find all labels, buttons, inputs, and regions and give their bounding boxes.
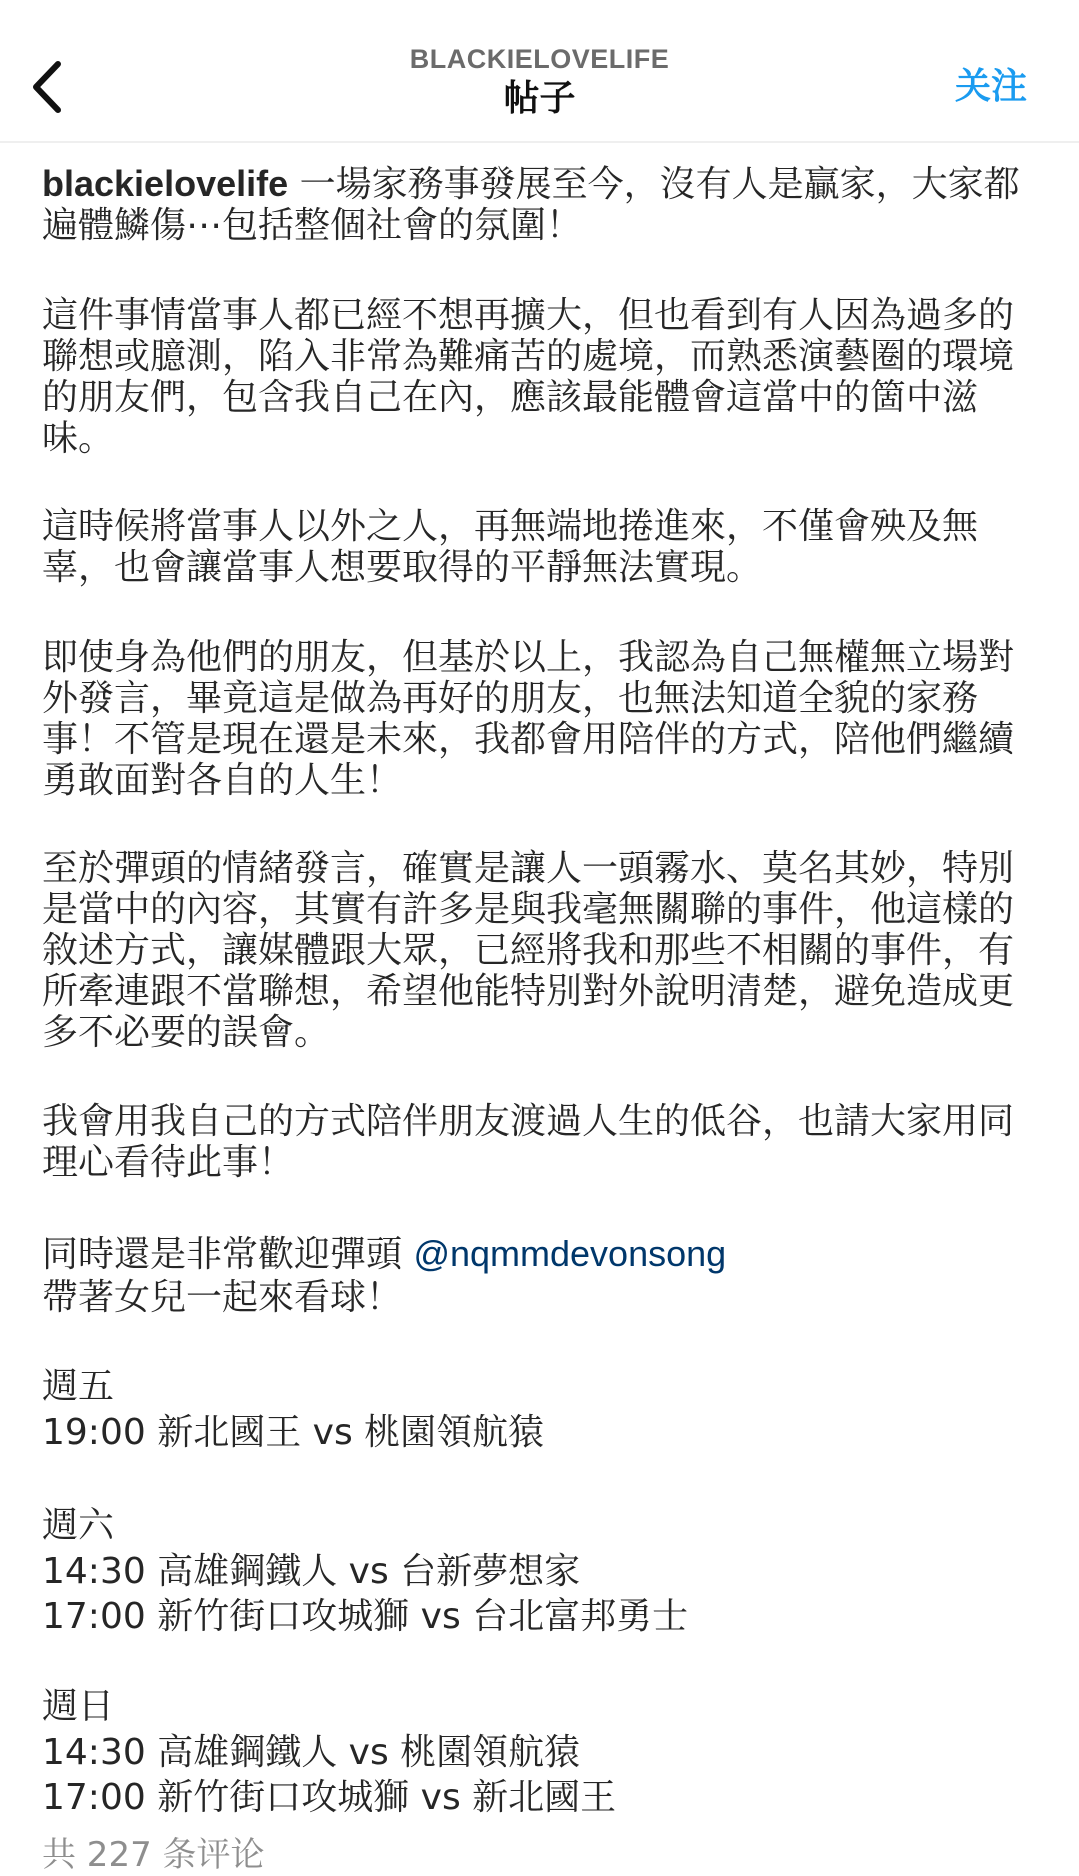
text-line: 勇敢面對各自的人生！: [42, 760, 403, 801]
schedule-saturday: [42, 1503, 1052, 1640]
text-line: 至於彈頭的情緒發言，確實是讓人一頭霧水、莫名其妙，特別: [42, 848, 1015, 889]
text-line: 敘述方式，讓媒體跟大眾，已經將我和那些不相關的事件，有: [42, 930, 1015, 971]
top-nav-bar: [0, 0, 1079, 143]
text-line: 是當中的內容，其實有許多是與我毫無關聯的事件，他這樣的: [42, 889, 1015, 930]
view-comments-link[interactable]: 共 227 条评论: [42, 1835, 265, 1875]
schedule-friday: [42, 1364, 1052, 1455]
account-name: BLACKIELOVELIFE: [409, 44, 670, 74]
post-paragraph-invite: [42, 1232, 1052, 1319]
post-paragraph-4: [42, 637, 1052, 801]
post-paragraph-6: [42, 1101, 1052, 1183]
text-line: 遍體鱗傷⋯包括整個社會的氛圍！: [42, 205, 583, 246]
text-line: 理心看待此事！: [42, 1142, 295, 1183]
schedule-game: 19:00 新北國王 vs 桃園領航猿: [42, 1411, 545, 1453]
mention-link[interactable]: @nqmmdevonsong: [413, 1233, 727, 1274]
text-fragment: 一場家務事發展至今，沒有人是贏家，大家都: [299, 164, 1020, 205]
text-line: 辜，也會讓當事人想要取得的平靜無法實現。: [42, 547, 763, 588]
post-paragraph-5: [42, 848, 1052, 1053]
schedule-game: 17:00 新竹街口攻城獅 vs 新北國王: [42, 1777, 617, 1818]
schedule-game: 14:30 高雄鋼鐵人 vs 台新夢想家: [42, 1550, 581, 1592]
post-paragraph-3: [42, 506, 1052, 588]
schedule-day: 週五: [42, 1366, 115, 1407]
text-line: 我會用我自己的方式陪伴朋友渡過人生的低谷，也請大家用同: [42, 1101, 1015, 1142]
text-line: 味。: [42, 418, 115, 459]
post-paragraph-1: [42, 163, 1052, 246]
text-line: 外發言，畢竟這是做為再好的朋友，也無法知道全貌的家務: [42, 678, 979, 719]
text-line: 帶著女兒一起來看球！: [42, 1277, 403, 1318]
text-line: [42, 163, 1052, 205]
text-line: 事！不管是現在還是未來，我都會用陪伴的方式，陪他們繼續: [42, 719, 1015, 760]
text-line: 聯想或臆測，陷入非常為難痛苦的處境，而熟悉演藝圈的環境: [42, 336, 1015, 377]
schedule-game: 14:30 高雄鋼鐵人 vs 桃園領航猿: [42, 1731, 581, 1773]
schedule-game: 17:00 新竹街口攻城獅 vs 台北富邦勇士: [42, 1596, 689, 1637]
text-line: 即使身為他們的朋友，但基於以上，我認為自己無權無立場對: [42, 637, 1015, 678]
post-paragraph-2: [42, 295, 1052, 459]
schedule-day: 週日: [42, 1686, 115, 1727]
text-line: 這時候將當事人以外之人，再無端地捲進來，不僅會殃及無: [42, 506, 979, 547]
page-title: 帖子: [503, 78, 576, 119]
text-line: 多不必要的誤會。: [42, 1012, 331, 1053]
text-line: 所牽連跟不當聯想，希望他能特別對外說明清楚，避免造成更: [42, 971, 1015, 1012]
follow-button[interactable]: 关注: [954, 66, 1027, 107]
text-line: 這件事情當事人都已經不想再擴大，但也看到有人因為過多的: [42, 295, 1015, 336]
schedule-day: 週六: [42, 1505, 115, 1546]
schedule-sunday: [42, 1684, 1052, 1821]
text-line: 的朋友們，包含我自己在內，應該最能體會這當中的箇中滋: [42, 377, 979, 418]
text-fragment: 同時還是非常歡迎彈頭: [42, 1234, 414, 1275]
text-line: [42, 1232, 1052, 1276]
post-username[interactable]: blackielovelife: [42, 163, 289, 204]
